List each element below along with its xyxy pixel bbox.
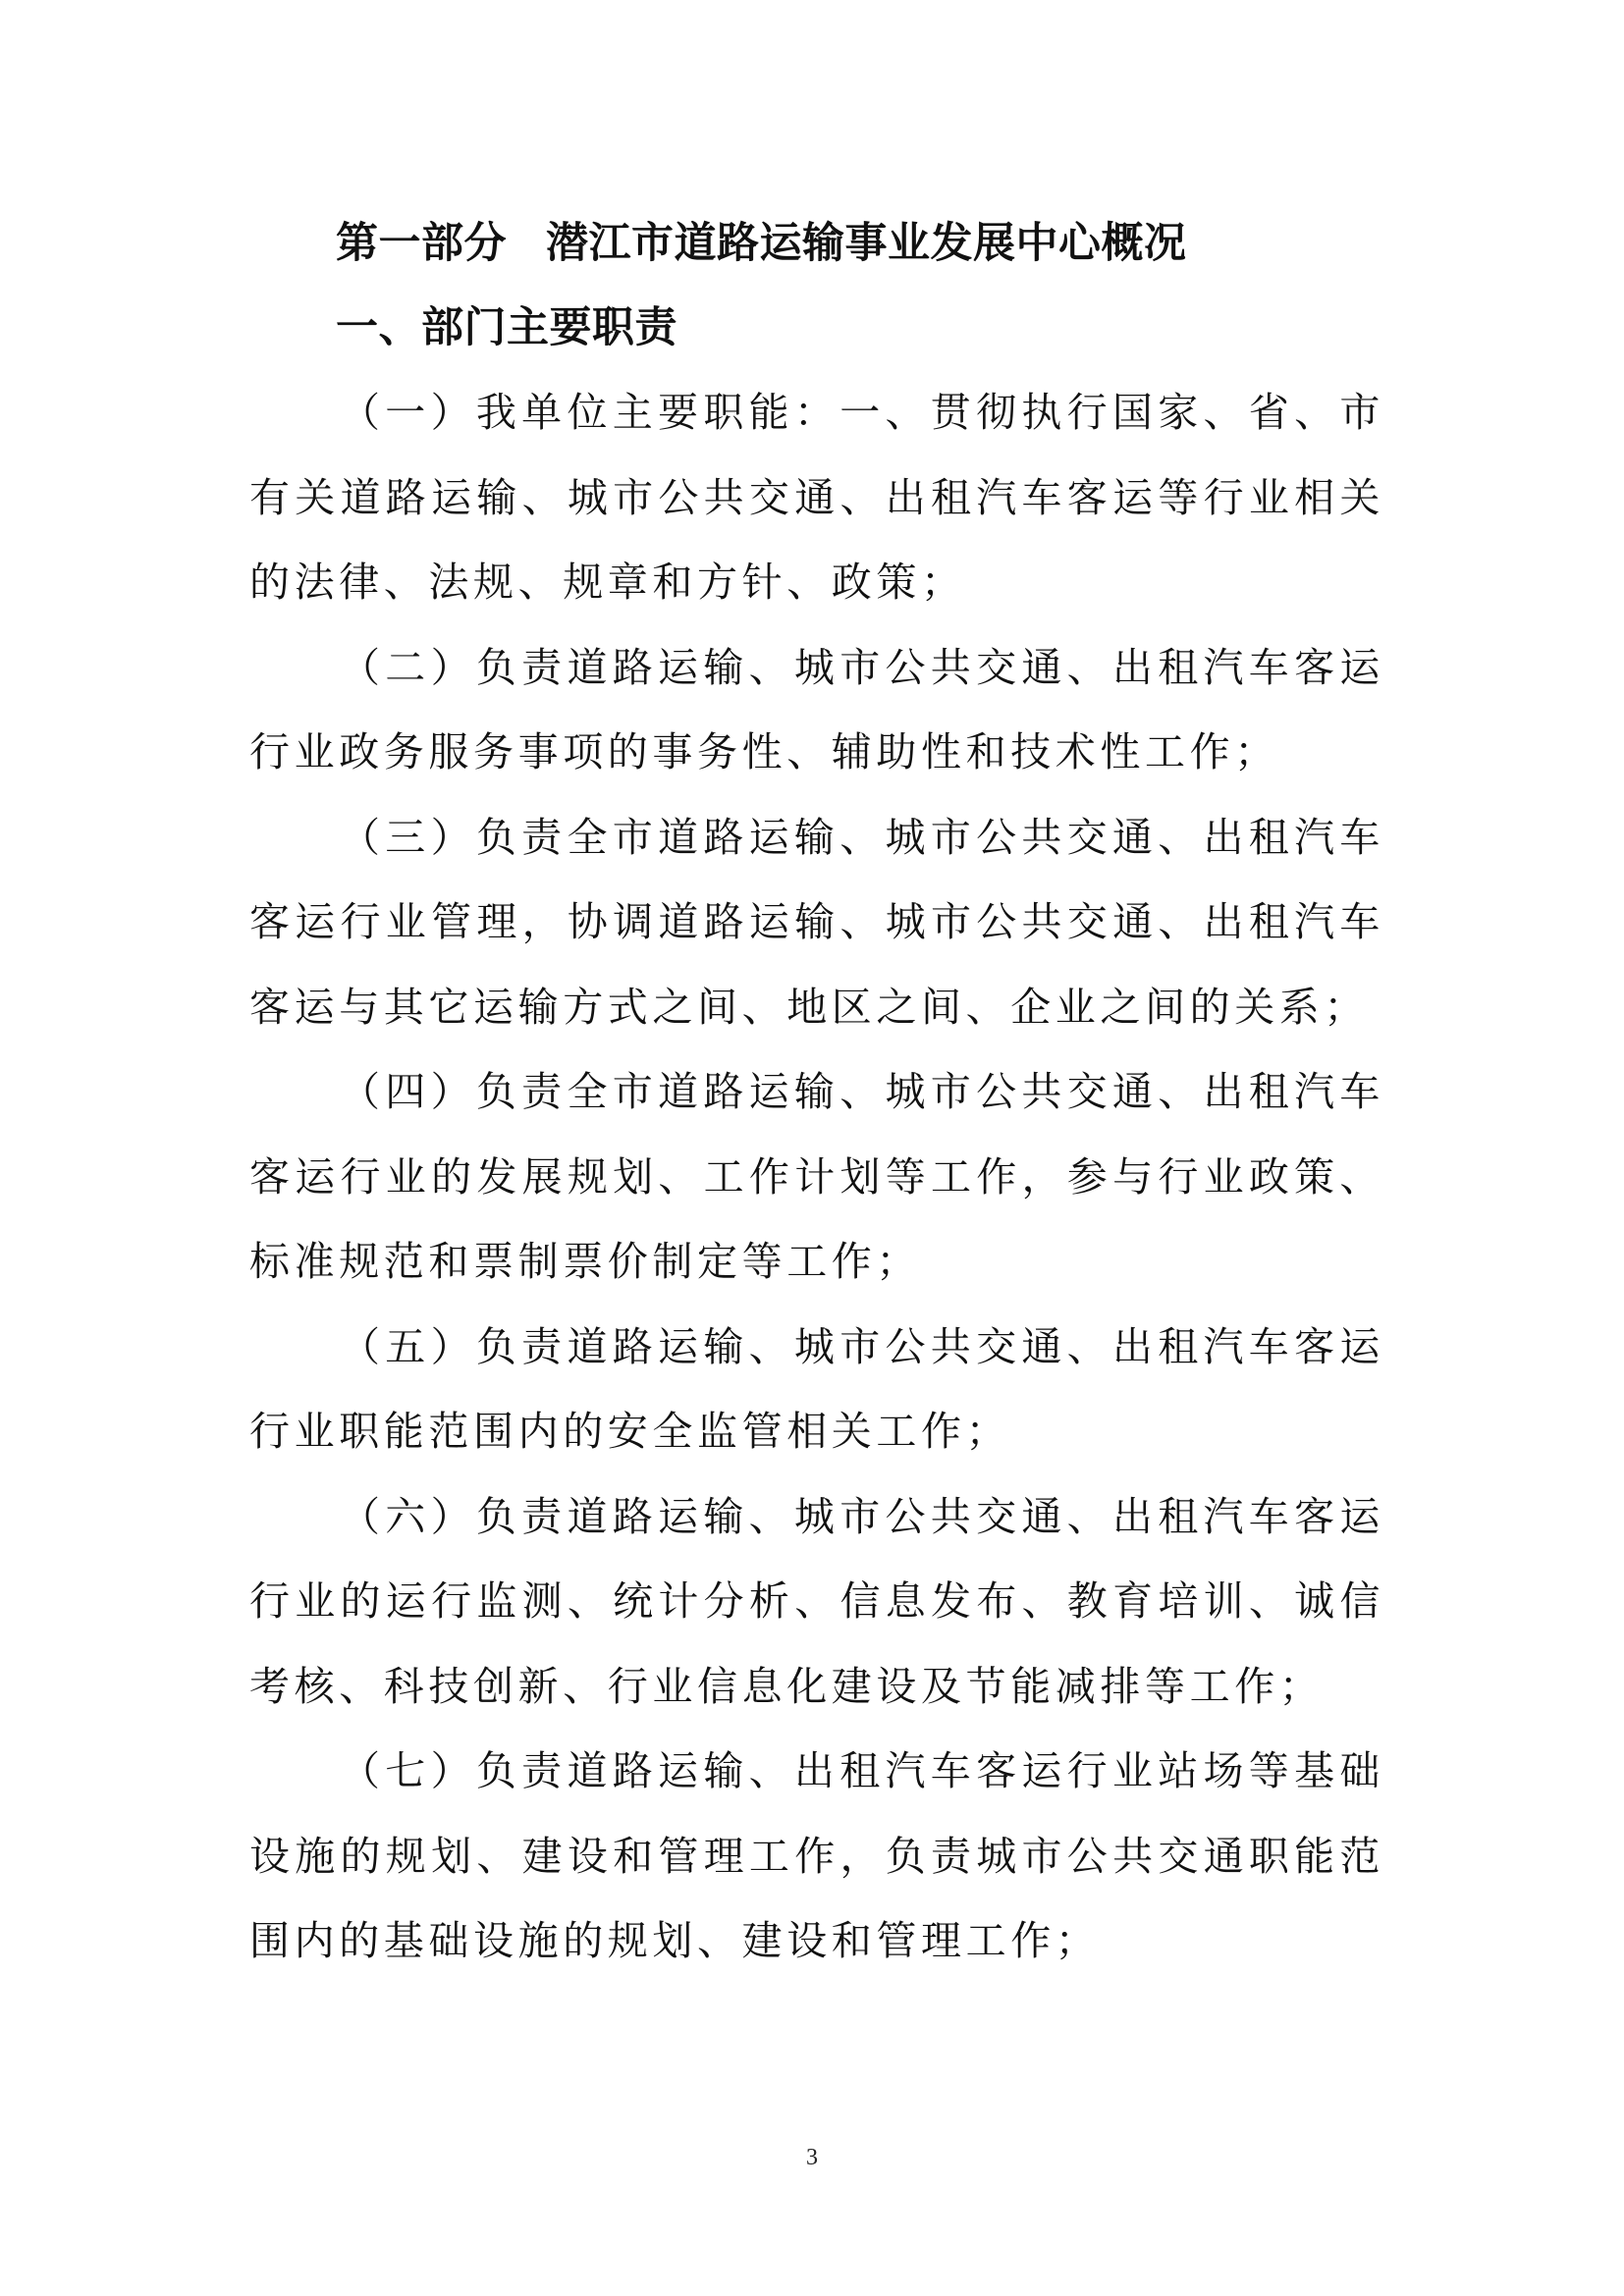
body-text-block: [249, 201, 1384, 1984]
duty-paragraph-3: （三）负责全市道路运输、城市公共交通、出租汽车客运行业管理，协调道路运输、城市公共交通、出租汽车客运与其它运输方式之间、地区之间、企业之间的关系；: [249, 813, 1384, 1031]
part-title-label: 第一部分: [336, 219, 507, 268]
part-title-text: 潜江市道路运输事业发展中心概况: [546, 219, 1187, 268]
duty-paragraph-5: （五）负责道路运输、城市公共交通、出租汽车客运行业职能范围内的安全监管相关工作；: [249, 1322, 1384, 1455]
section-title: 一、部门主要职责: [336, 303, 677, 352]
part-title: [249, 201, 1384, 286]
duty-paragraph-4: （四）负责全市道路运输、城市公共交通、出租汽车客运行业的发展规划、工作计划等工作，参与行业政策、标准规范和票制票价制定等工作；: [249, 1068, 1384, 1285]
duty-paragraph-6: （六）负责道路运输、城市公共交通、出租汽车客运行业的运行监测、统计分析、信息发布、教育培训、诚信考核、科技创新、行业信息化建设及节能减排等工作；: [249, 1492, 1384, 1710]
duty-paragraph-2: （二）负责道路运输、城市公共交通、出租汽车客运行业政务服务事项的事务性、辅助性和技术性工作；: [249, 643, 1384, 775]
duty-paragraph-7: （七）负责道路运输、出租汽车客运行业站场等基础设施的规划、建设和管理工作，负责城市公共交通职能范围内的基础设施的规划、建设和管理工作；: [249, 1747, 1384, 1964]
page-number: 3: [806, 2145, 818, 2170]
duty-paragraph-1: （一）我单位主要职能：一、贯彻执行国家、省、市有关道路运输、城市公共交通、出租汽车客运等行业相关的法律、法规、规章和方针、政策；: [249, 389, 1384, 606]
